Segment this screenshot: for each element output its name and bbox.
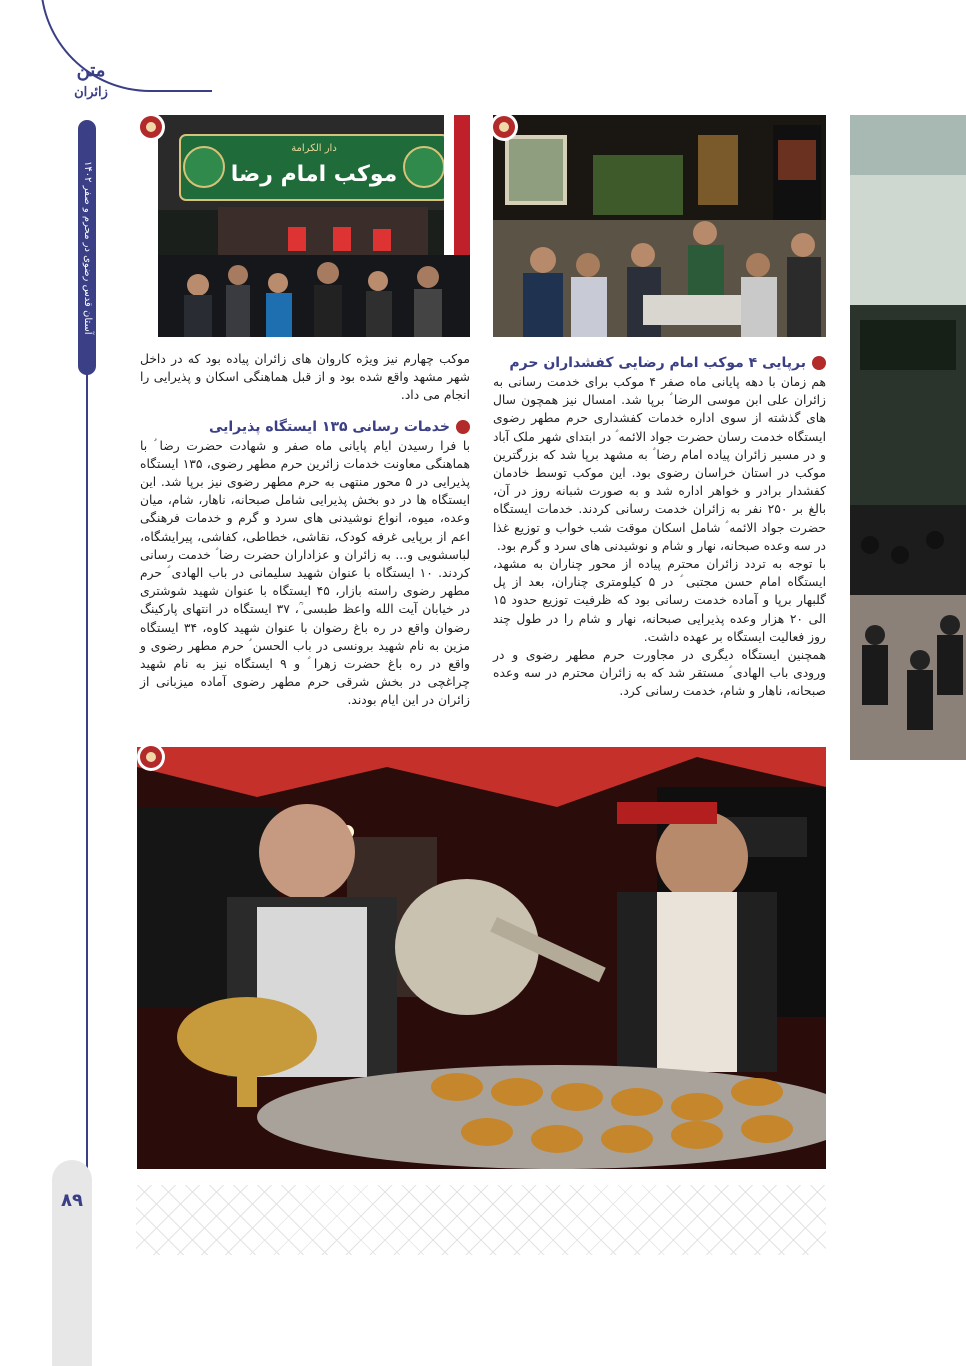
photo-moukeb-servers-art — [493, 115, 826, 337]
banner-title-text: موکب امام رضا — [230, 162, 398, 187]
article-column-left — [140, 350, 470, 710]
photo-moukeb-servers — [493, 115, 826, 337]
flower-ornament-photo-d — [140, 746, 162, 768]
paragraph: همچنین ایستگاه دیگری در مجاورت حرم مطهر رضوی و در ورودی باب الهادی ؑ مستقر شد که به زائران محترم در سه وعده صبحانه، ناهار و شام، خدمت رسانی کرد. — [493, 648, 826, 699]
photo-moukeb-banner — [158, 115, 470, 337]
footer-pattern-band — [136, 1185, 826, 1255]
photo-crowd-strip-art — [850, 115, 966, 760]
logo-line-2: زائران — [74, 85, 108, 100]
flower-ornament-photo-a — [140, 116, 162, 138]
paragraph: با توجه به تردد زائران محترم پیاده از محور چناران به مشهد، ایستگاه امام حسن مجتبی ؑ در ۵ کیلومتری چناران، بعد از پل گلبهار برپا و آماده خدمت رسانی بود که ظرفیت توزیع حدود ۱۵ الی ۲۰ هزار وعده پذیرایی صبحانه، نهار و شام را در طول چند روز فعالیت ایستگاه بر عهده داشت. — [493, 557, 826, 644]
running-head-text: آستان قدس رضوی در محرم و صفر ۱۴۰۲ — [82, 160, 93, 335]
page-number: ۸۹ — [61, 1190, 83, 1211]
flower-ornament-photo-b — [493, 116, 515, 138]
section-heading-kafshdaran-text: برپایی ۴ موکب امام رضایی کفشداران حرم — [509, 355, 806, 371]
section-heading-stations — [140, 417, 470, 437]
paragraph-intro: موکب چهارم نیز ویژه کاروان های زائران پیاده بود که در داخل شهر مشهد واقع شده بود و از قبل هماهنگی اسکان و پذیرایی را انجام می داد. — [140, 352, 470, 403]
heading-bullet-icon — [812, 356, 826, 370]
magazine-logo — [56, 60, 126, 116]
article-column-right — [493, 353, 826, 701]
banner-top-text: دار الكرامة — [291, 143, 337, 154]
paragraph: با فرا رسیدن ایام پایانی ماه صفر و شهادت حضرت رضا ؑ با هماهنگی معاونت خدمات زائرین حرم مطهر رضوی، ۱۳۵ ایستگاه پذیرایی در ۵ محور منتهی به حرم مطهر رضوی نیز برپا شد. این ایستگاه ها در دو بخش پذیرایی شامل صبحانه، ناهار، شام، میان وعده، میوه، انواع نوشیدنی های سرد و گرم و خدمات فرهنگی اعم از برپایی غرفه کودک، نقاشی، خطاطی، کفاشی، پیرایشگاه، لباسشویی و... به زائران و عزاداران حضرت رضا ؑ خدمت رسانی کردند. ۱۰ ایستگاه با عنوان شهید سلیمانی در باب الهادی ؑ حرم مطهر رضوی راسته بازار، ۴۵ ایستگاه با عنوان شهید شوشتری در خیابان آیت الله واعظ طبسی ؒ، ۳۷ ایستگاه در انتهای پارکینگ رضوان واقع در ره باغ رضوان با عنوان شهید کاوه، ۳۴ ایستگاه مزین به نام شهید برونسی در باب الحسن ؑ حرم مطهر رضوی و واقع در ره باغ حضرت زهرا ؑ و ۹ ایستگاه نیز به نام شهید چراغچی در بخش شرقی حرم مطهر رضوی آماده میزبانی از زائران در این ایام بودند. — [140, 438, 471, 708]
paragraph: هم زمان با دهه پایانی ماه صفر ۴ موکب برای خدمت رسانی به زائران علی ابن موسی الرضا ؑ برپا شد. امسال نیز همچون سال های گذشته از سوی اداره خدمات کفشداری حرم مطهر رضوی ایستگاه خدمت رسان حضرت جواد الائمه ؑ در ابتدای شهر ملک آباد و در مسیر زائران پیاده امام رضا ؑ به مشهد برپا شد که بزرگترین موکب در استان خراسان رضوی بود. این موکب توسط خادمان کفشدار برادر و خواهر اداره شد و به صورت شبانه روز در آن، بالغ بر ۲۵۰ نفر به زائران خدمت رسانی کردند. خدمات ایستگاه حضرت جواد الائمه ؑ شامل اسکان موقت شب خواب و توزیع غذا در سه وعده صبحانه، نهار و شام و نوشیدنی های سرد و گرم بود. — [493, 375, 826, 553]
photo-tea-service — [137, 747, 826, 1169]
photo-crowd-strip — [850, 115, 966, 760]
photo-moukeb-banner-art — [158, 115, 470, 337]
section-heading-kafshdaran — [493, 353, 826, 373]
photo-tea-service-art — [137, 747, 826, 1169]
heading-bullet-icon — [456, 420, 470, 434]
logo-line-1: متن — [76, 60, 106, 81]
section-heading-stations-text: خدمات رسانی ۱۳۵ ایستگاه پذیرایی — [208, 418, 450, 435]
